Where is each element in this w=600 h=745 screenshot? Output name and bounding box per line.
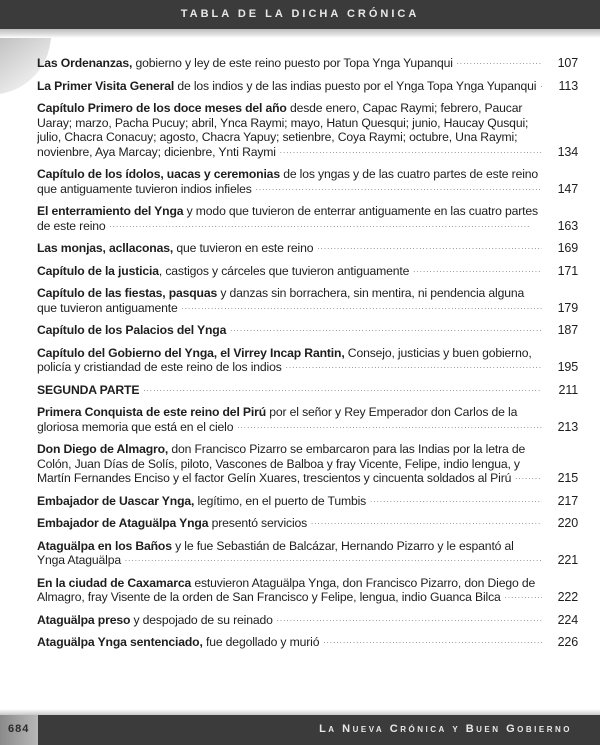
toc-entry-text [37, 79, 536, 93]
toc-entry-description: estuvieron Ataguälpa Ynga, don Francisco Pizarro, don Diego de Almagro, fray Visente de la orden de San Francisco y Felipe, lengua, indio Guanca Bilca [37, 575, 536, 604]
book-title: La Nueva Crónica y Buen Gobierno [319, 723, 572, 735]
toc-entry-title: Ataguälpa Ynga sentenciado, [37, 635, 203, 649]
toc-entry-text [37, 323, 226, 337]
toc-entry-body [37, 383, 542, 398]
toc-entry-page: 217 [557, 493, 578, 508]
toc-entry-title: Capítulo de las fiestas, pasquas [37, 286, 218, 300]
toc-entry-page: 224 [557, 612, 578, 627]
toc-entry-page: 220 [557, 516, 578, 530]
toc-entry [37, 323, 578, 338]
toc-entry-title: Capítulo de los ídolos, uacas y ceremonias [37, 167, 280, 181]
toc-entry-title: Las monjas, acllaconas, [37, 241, 174, 255]
toc-entry-page: 222 [557, 590, 578, 604]
toc-entry-description: don Francisco Pizarro se embarcaron para las Indias por la letra de Colón, Juan Días de Solís, piloto, Vascones de Balboa y fray Vicente, Felipe, indio lengua, y Martín Fernandes Enciso y el factor Gelín Xuares, trescientos y cincuenta soldados al Pirú [37, 442, 526, 485]
toc-entry-text [37, 346, 532, 375]
toc-entry [37, 442, 578, 486]
toc-entry-text [37, 442, 525, 485]
toc-entry [37, 539, 578, 568]
toc-entry-page: 211 [558, 382, 578, 397]
toc-entry [37, 516, 578, 531]
toc-entry [37, 101, 578, 159]
toc-entry-page: 113 [558, 78, 578, 93]
toc-entry [37, 383, 578, 398]
toc-entry-body [37, 442, 542, 486]
page-header [0, 0, 600, 29]
toc-entry-page: 221 [557, 553, 578, 567]
toc-entry-page: 107 [557, 56, 578, 70]
toc-entry-text [37, 167, 538, 196]
toc-entry-body [37, 346, 542, 375]
toc-entry-title: Ataguälpa preso [37, 612, 131, 627]
toc-entry-title: Capítulo Primero de los doce meses del año [37, 101, 287, 115]
toc-entry-title: Capítulo de los Palacios del Ynga [37, 323, 227, 337]
toc-entry [37, 286, 578, 315]
header-title: TABLA DE LA DICHA CRÓNICA [180, 8, 420, 20]
toc-entry-page: 134 [557, 144, 578, 159]
toc-entry-body [37, 204, 542, 233]
toc-entry-body [37, 241, 542, 256]
toc-entry-description: gobierno y ley de este reino puesto por Topa Ynga Yupanqui [132, 56, 453, 70]
toc-entry-title: La Primer Visita General [37, 78, 175, 93]
toc-entry-body [37, 264, 542, 279]
toc-entry [37, 56, 578, 71]
toc-entry [37, 241, 578, 256]
toc-entry-title: Embajador de Uascar Ynga, [37, 493, 195, 508]
toc-entry [37, 264, 578, 279]
toc-entry-page: 215 [557, 471, 578, 485]
toc-entry [37, 204, 578, 233]
toc-entry-body [37, 516, 542, 531]
toc-entry-body [37, 56, 542, 71]
toc-entry [37, 576, 578, 605]
toc-entry-body [37, 101, 542, 159]
toc-entry-description: y danzas sin borrachera, sin mentira, ni pendencia alguna que tuvieron antiguamente [37, 286, 525, 315]
toc-entry-page: 226 [557, 635, 578, 649]
toc-entry-text [37, 241, 313, 255]
toc-entry-description: legítimo, en el puerto de Tumbis [194, 493, 367, 508]
toc-entry-page: 187 [557, 323, 578, 337]
toc-entry-text [37, 613, 273, 627]
toc-entry-description: Consejo, justicias y buen gobierno, policía y cristiandad de este reino de los indios [37, 345, 532, 374]
toc-entry [37, 494, 578, 509]
toc-entry-description: y modo que tuvieron de enterrar antiguamente en las cuatro partes de este reino [37, 204, 538, 233]
toc-entry-text [37, 56, 453, 70]
page-number-box [0, 715, 38, 745]
toc-entry-body [37, 167, 542, 196]
toc-entry-title: Embajador de Ataguälpa Ynga [37, 516, 209, 530]
toc-entry-body [37, 286, 542, 315]
toc-entry-page: 147 [557, 181, 578, 196]
toc-entry-title: Primera Conquista de este reino del Pirú [37, 405, 267, 419]
toc-entry-text [37, 576, 535, 605]
page-number: 684 [8, 723, 30, 735]
toc-entry-body [37, 539, 542, 568]
toc-entry [37, 346, 578, 375]
toc-entry-body [37, 323, 542, 338]
toc-entry-page: 179 [557, 300, 578, 315]
toc-entry-description: de los indios y de las indias puesto por el Ynga Topa Ynga Yupanqui [174, 78, 537, 93]
toc-entry-text [37, 516, 307, 530]
toc-entry [37, 79, 578, 94]
toc-entry-page: 163 [557, 218, 578, 233]
toc-entry [37, 613, 578, 628]
toc-entry-text [37, 383, 139, 397]
toc-entry-text [37, 494, 366, 508]
toc-entry-description: por el señor y Rey Emperador don Carlos de la gloriosa memoria que está en el cielo [37, 405, 518, 434]
toc-entry-text [37, 264, 409, 278]
toc-entry-title: SEGUNDA PARTE [37, 382, 140, 397]
toc-entry-text [37, 635, 319, 649]
page-footer [0, 715, 600, 745]
toc-entry-description: presentó servicios [208, 516, 308, 530]
toc-entry-text [37, 539, 514, 568]
toc-entry-title: Ataguälpa en los Baños [37, 538, 172, 553]
toc-entry-text [37, 286, 524, 315]
toc-entry [37, 635, 578, 650]
toc-entry-body [37, 576, 542, 605]
toc-entry-body [37, 613, 542, 628]
toc-entry-title: Don Diego de Almagro, [37, 442, 169, 456]
toc-entry-page: 171 [557, 263, 578, 278]
toc-entry-body [37, 79, 542, 94]
toc-entry-text [37, 204, 538, 233]
toc-entry-title: Las Ordenanzas, [37, 56, 133, 70]
toc-entry-title: Capítulo de la justicia [37, 263, 159, 278]
toc-entry-body [37, 405, 542, 434]
toc-entry-description: que tuvieron en este reino [173, 241, 314, 255]
toc-entry-body [37, 635, 542, 650]
toc-entry-description: y despojado de su reinado [130, 612, 273, 627]
header-rule [0, 29, 600, 38]
toc-entry [37, 405, 578, 434]
toc-entry-title: En la ciudad de Caxamarca [37, 575, 192, 590]
toc-entry-description: , castigos y cárceles que tuvieron antiguamente [158, 263, 410, 278]
toc-entry-description: fue degollado y murió [202, 635, 320, 649]
toc-entry-page: 213 [557, 419, 578, 434]
toc-entry-description: desde enero, Capac Raymi; febrero, Paucar Uaray; marzo, Pacha Pucuy; abril, Ynca Raymi; mayo, Hatun Quesqui; junio, Haucay Qusqui; julio, Chacra Conacuy; agosto, Chacra Yapuy; setienbre, Coya Raymi; octubre, Una Raymi; novienbre, Aya Marcay; dicienbre, Ynti Raymi [37, 101, 529, 159]
toc-entry-body [37, 494, 542, 509]
toc-entry-text [37, 101, 528, 159]
toc-entry-title: Capítulo del Gobierno del Ynga, el Virrey Incap Rantin, [37, 345, 345, 360]
toc-entry-page: 169 [557, 241, 578, 255]
toc-entry-description: y le fue Sebastián de Balcázar, Hernando Pizarro y le espantó al Ynga Ataguälpa [37, 538, 514, 567]
toc-entry-text [37, 405, 517, 434]
toc-entry-description: de los yngas y de las cuatro partes de este reino que antiguamente tuvieron indios infieles [37, 167, 539, 196]
table-of-contents [37, 56, 578, 658]
toc-entry-page: 195 [557, 360, 578, 374]
toc-entry [37, 167, 578, 196]
toc-entry-title: El enterramiento del Ynga [37, 204, 184, 218]
